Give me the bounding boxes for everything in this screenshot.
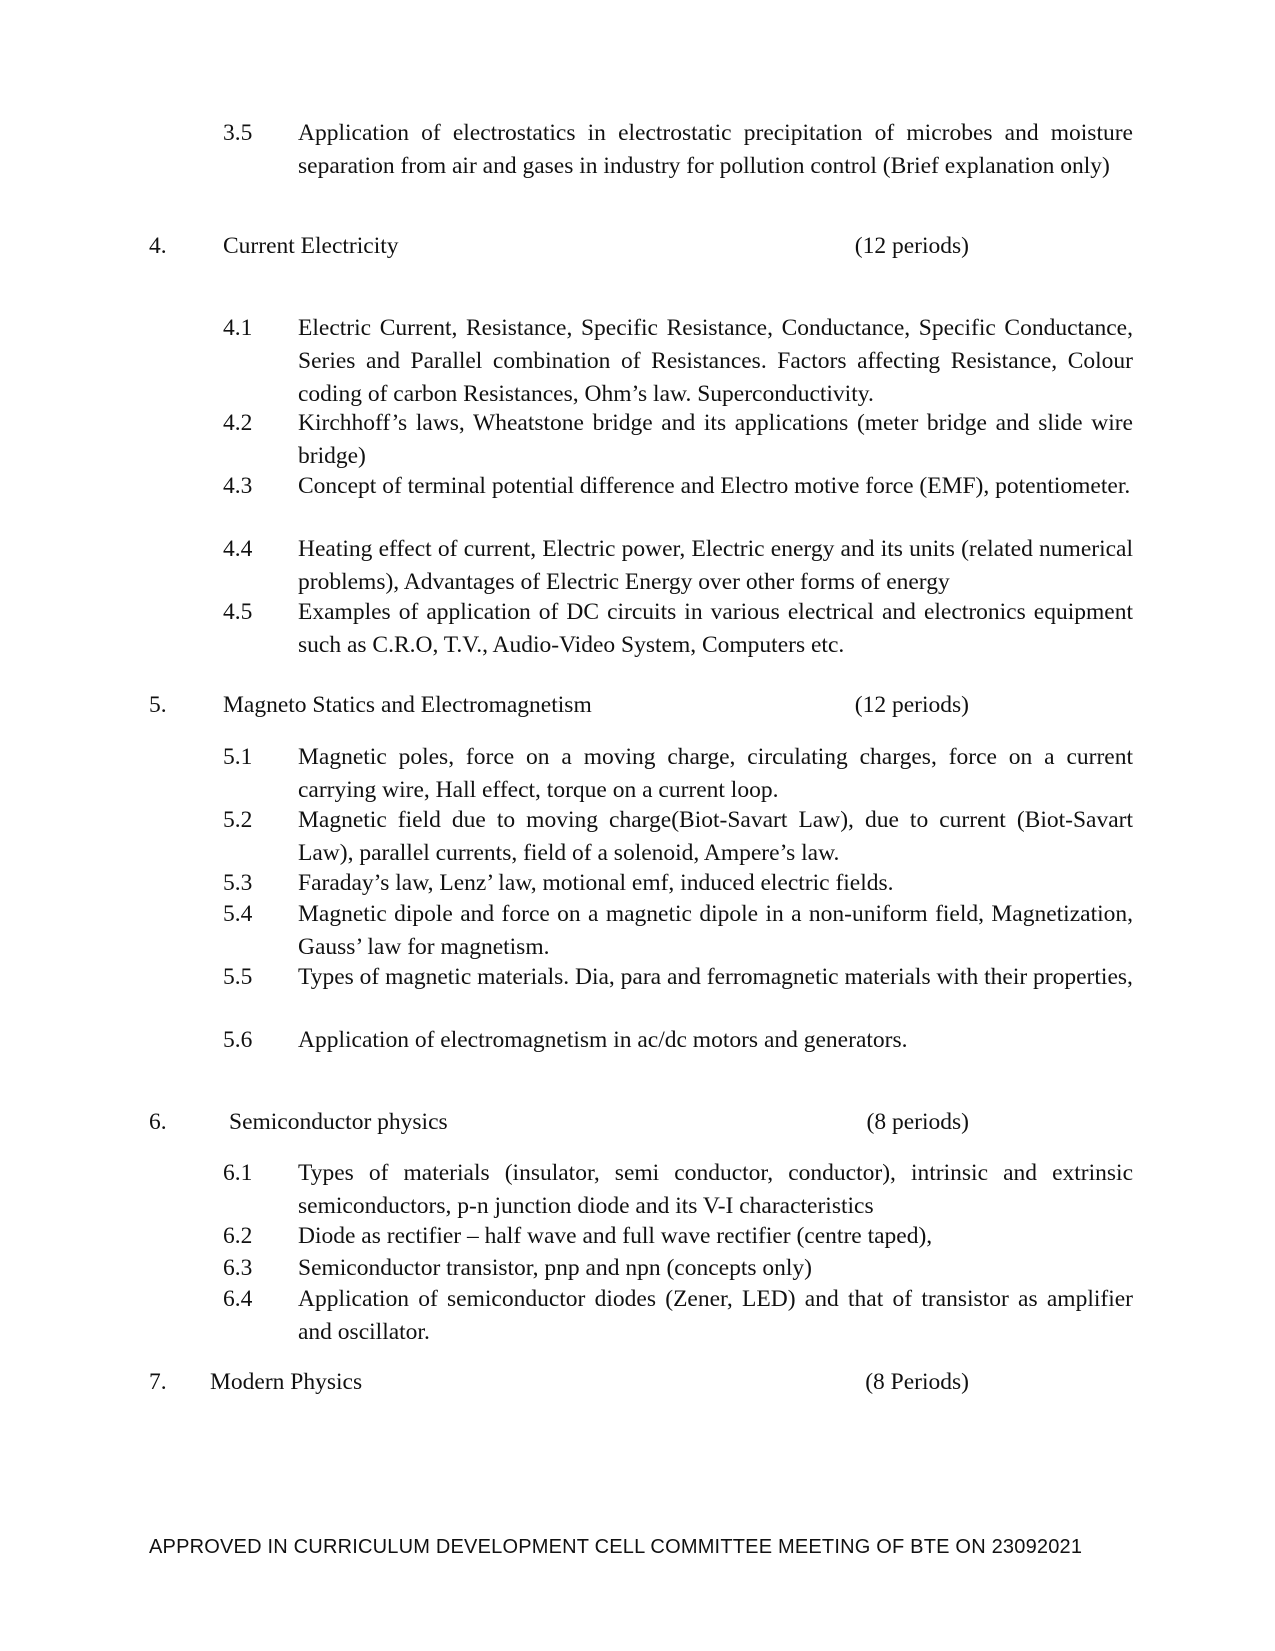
topic-number: 4.3 [223,473,253,499]
topic-text: Semiconductor transistor, pnp and npn (concepts only) [298,1255,812,1281]
topic-number: 5.5 [223,964,253,990]
topic-number: 5.6 [223,1027,253,1053]
topic-number: 6.3 [223,1255,253,1281]
topic-item [223,1157,1133,1223]
section-periods: (12 periods) [854,692,969,718]
topic-number: 5.2 [223,807,253,833]
topic-text: Application of electromagnetism in ac/dc motors and generators. [298,1027,908,1053]
topic-item [223,898,1133,964]
topic-text: Examples of application of DC circuits in various electrical and electronics equipment such as C.R.O, T.V., Audio-Video System, Computers etc. [298,599,1133,658]
topic-number: 6.2 [223,1223,253,1249]
section-heading [149,1106,969,1139]
topic-text: Application of semiconductor diodes (Zener, LED) and that of transistor as amplifier and oscillator. [298,1286,1133,1345]
section-title: Magneto Statics and Electromagnetism [223,692,592,718]
section-periods: (8 Periods) [865,1369,969,1395]
topic-number: 4.1 [223,315,253,341]
topic-number: 3.5 [223,120,253,146]
approval-footer: APPROVED IN CURRICULUM DEVELOPMENT CELL COMMITTEE MEETING OF BTE ON 23092021 [149,1536,1083,1558]
topic-item [223,1252,1133,1285]
topic-text: Magnetic dipole and force on a magnetic dipole in a non-uniform field, Magnetization, Gauss’ law for magnetism. [298,901,1133,960]
section-number: 5. [149,692,167,718]
topic-item [223,961,1133,994]
topic-number: 5.1 [223,744,253,770]
topic-number: 4.2 [223,410,253,436]
topic-number: 4.4 [223,536,253,562]
topic-item [223,1220,1133,1253]
section-title: Semiconductor physics [229,1109,448,1135]
topic-item [223,804,1133,870]
topic-item [223,533,1133,599]
section-heading [149,230,969,263]
topic-item [223,596,1133,662]
section-title: Current Electricity [223,233,399,259]
section-number: 7. [149,1369,167,1395]
topic-text: Kirchhoff’s laws, Wheatstone bridge and its applications (meter bridge and slide wire bridge) [298,410,1133,469]
section-number: 4. [149,233,167,259]
topic-text: Heating effect of current, Electric power, Electric energy and its units (related numerical problems), Advantages of Electric Energy over other forms of energy [298,536,1133,595]
topic-text: Types of materials (insulator, semi conductor, conductor), intrinsic and extrinsic semiconductors, p-n junction diode and its V-I characteristics [298,1160,1133,1219]
topic-item [223,117,1133,183]
topic-text: Faraday’s law, Lenz’ law, motional emf, induced electric fields. [298,870,894,896]
section-number: 6. [149,1109,167,1135]
section-periods: (8 periods) [866,1109,969,1135]
topic-text: Electric Current, Resistance, Specific Resistance, Conductance, Specific Conductance, Series and Parallel combination of Resistances. Factors affecting Resistance, Colour coding of carbon Resistances, Ohm’s law. Superconductivity. [298,315,1133,407]
topic-number: 6.4 [223,1286,253,1312]
topic-text: Concept of terminal potential difference and Electro motive force (EMF), potentiometer. [298,473,1131,499]
section-title: Modern Physics [210,1369,363,1395]
section-heading [149,1366,969,1399]
topic-item [223,470,1133,503]
topic-text: Types of magnetic materials. Dia, para and ferromagnetic materials with their properties, [298,964,1133,990]
topic-item [223,407,1133,473]
topic-text: Magnetic poles, force on a moving charge, circulating charges, force on a current carrying wire, Hall effect, torque on a current loop. [298,744,1133,803]
topic-text: Diode as rectifier – half wave and full wave rectifier (centre taped), [298,1223,933,1249]
topic-item [223,741,1133,807]
topic-number: 4.5 [223,599,253,625]
topic-item [223,1283,1133,1349]
topic-number: 6.1 [223,1160,253,1186]
topic-item [223,312,1133,411]
topic-text: Application of electrostatics in electrostatic precipitation of microbes and moisture separation from air and gases in industry for pollution control (Brief explanation only) [298,120,1133,179]
topic-item [223,867,1133,900]
topic-number: 5.3 [223,870,253,896]
topic-number: 5.4 [223,901,253,927]
topic-text: Magnetic field due to moving charge(Biot-Savart Law), due to current (Biot-Savart Law), parallel currents, field of a solenoid, Ampere’s law. [298,807,1133,866]
section-periods: (12 periods) [854,233,969,259]
section-heading [149,689,969,722]
topic-item [223,1024,1133,1057]
